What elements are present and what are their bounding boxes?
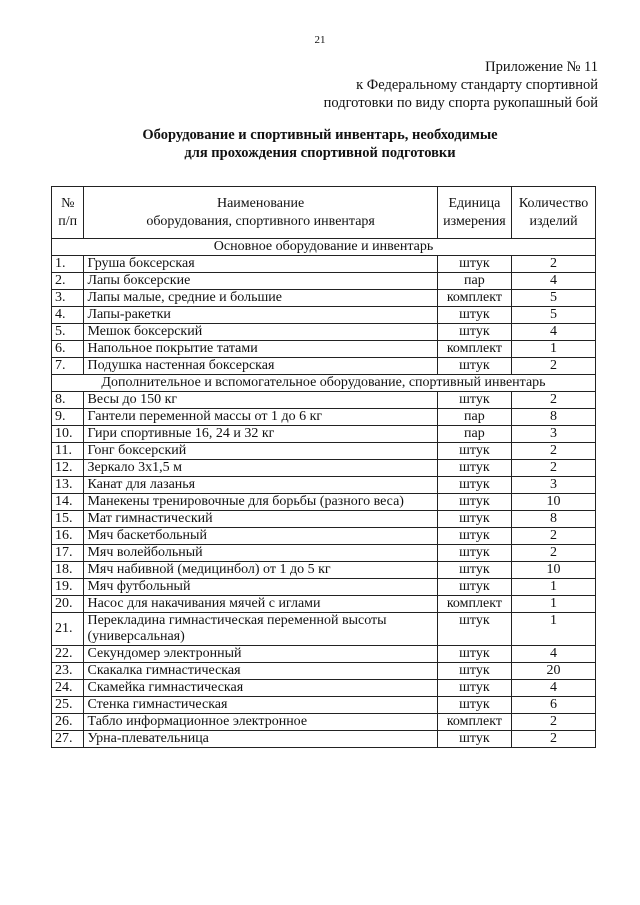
cell-unit: пар	[437, 409, 511, 426]
appendix-line-2: к Федеральному стандарту спортивной	[356, 77, 598, 93]
cell-qty: 2	[512, 358, 596, 375]
table-row	[52, 697, 596, 714]
cell-qty: 8	[512, 511, 596, 528]
cell-name: Гантели переменной массы от 1 до 6 кг	[84, 409, 437, 426]
cell-num: 8.	[52, 392, 84, 409]
cell-qty: 1	[512, 596, 596, 613]
table-row	[52, 680, 596, 697]
cell-unit: штук	[437, 460, 511, 477]
table-row	[52, 579, 596, 596]
cell-unit: штук	[437, 324, 511, 341]
section-row-main	[52, 239, 596, 256]
cell-num: 22.	[52, 646, 84, 663]
cell-name: Секундомер электронный	[84, 646, 437, 663]
cell-name: Гонг боксерский	[84, 443, 437, 460]
document-title	[0, 126, 640, 162]
table-row	[52, 290, 596, 307]
table-row	[52, 562, 596, 579]
cell-unit: штук	[437, 579, 511, 596]
cell-unit: штук	[437, 680, 511, 697]
cell-num: 18.	[52, 562, 84, 579]
appendix-line-1: Приложение № 11	[485, 59, 598, 75]
table-row	[52, 443, 596, 460]
header-unit-line-1: Единица	[448, 195, 501, 211]
table-row	[52, 528, 596, 545]
cell-qty: 4	[512, 646, 596, 663]
table-row	[52, 714, 596, 731]
appendix-header	[324, 58, 598, 112]
header-name-line-2: оборудования, спортивного инвентаря	[146, 213, 375, 229]
cell-qty: 4	[512, 273, 596, 290]
table-row	[52, 307, 596, 324]
cell-num: 12.	[52, 460, 84, 477]
cell-unit: штук	[437, 256, 511, 273]
cell-unit: пар	[437, 426, 511, 443]
cell-name: Манекены тренировочные для борьбы (разного веса)	[84, 494, 437, 511]
page-number: 21	[314, 34, 326, 46]
table-row	[52, 273, 596, 290]
cell-unit: штук	[437, 443, 511, 460]
cell-qty: 3	[512, 477, 596, 494]
table-row	[52, 545, 596, 562]
cell-qty: 8	[512, 409, 596, 426]
header-num	[52, 187, 84, 239]
cell-qty: 2	[512, 545, 596, 562]
cell-qty: 3	[512, 426, 596, 443]
cell-num: 10.	[52, 426, 84, 443]
cell-unit: штук	[437, 511, 511, 528]
cell-qty: 2	[512, 714, 596, 731]
cell-num: 6.	[52, 341, 84, 358]
cell-unit: штук	[437, 663, 511, 680]
cell-unit: штук	[437, 562, 511, 579]
cell-num: 13.	[52, 477, 84, 494]
cell-name: Лапы малые, средние и большие	[84, 290, 437, 307]
cell-unit: штук	[437, 646, 511, 663]
cell-qty: 1	[512, 579, 596, 596]
cell-num: 9.	[52, 409, 84, 426]
title-line-2: для прохождения спортивной подготовки	[184, 145, 456, 161]
cell-num: 27.	[52, 731, 84, 748]
title-line-1: Оборудование и спортивный инвентарь, необходимые	[142, 127, 498, 143]
cell-qty: 10	[512, 494, 596, 511]
header-num-line-2: п/п	[58, 213, 78, 229]
header-unit	[437, 187, 511, 239]
cell-name: Подушка настенная боксерская	[84, 358, 437, 375]
cell-qty: 6	[512, 697, 596, 714]
cell-unit: штук	[437, 494, 511, 511]
cell-name: Мяч футбольный	[84, 579, 437, 596]
cell-num: 24.	[52, 680, 84, 697]
header-qty	[512, 187, 596, 239]
cell-num: 14.	[52, 494, 84, 511]
cell-unit: штук	[437, 697, 511, 714]
cell-name: Урна-плевательница	[84, 731, 437, 748]
cell-name: Табло информационное электронное	[84, 714, 437, 731]
cell-name: Мяч набивной (медицинбол) от 1 до 5 кг	[84, 562, 437, 579]
table-row	[52, 477, 596, 494]
cell-num: 21.	[52, 613, 84, 646]
table-row	[52, 646, 596, 663]
cell-name: Лапы-ракетки	[84, 307, 437, 324]
table-row	[52, 731, 596, 748]
cell-name: Скамейка гимнастическая	[84, 680, 437, 697]
table-row	[52, 613, 596, 646]
appendix-line-3: подготовки по виду спорта рукопашный бой	[323, 95, 598, 111]
header-name	[84, 187, 437, 239]
cell-name: Мат гимнастический	[84, 511, 437, 528]
cell-num: 19.	[52, 579, 84, 596]
table-row	[52, 341, 596, 358]
cell-name: Мешок боксерский	[84, 324, 437, 341]
table-row	[52, 460, 596, 477]
cell-name: Перекладина гимнастическая переменной высоты (универсальная)	[84, 613, 437, 646]
cell-qty: 2	[512, 731, 596, 748]
equipment-table	[51, 186, 596, 748]
cell-unit: штук	[437, 528, 511, 545]
cell-qty: 2	[512, 443, 596, 460]
section-title-main: Основное оборудование и инвентарь	[52, 239, 596, 256]
cell-unit: комплект	[437, 290, 511, 307]
cell-qty: 5	[512, 290, 596, 307]
cell-num: 26.	[52, 714, 84, 731]
table-row	[52, 324, 596, 341]
table-row	[52, 494, 596, 511]
cell-qty: 5	[512, 307, 596, 324]
cell-num: 20.	[52, 596, 84, 613]
section-row-additional	[52, 375, 596, 392]
cell-unit: штук	[437, 731, 511, 748]
cell-qty: 1	[512, 613, 596, 646]
table-row	[52, 596, 596, 613]
cell-unit: штук	[437, 392, 511, 409]
cell-num: 2.	[52, 273, 84, 290]
cell-num: 15.	[52, 511, 84, 528]
cell-qty: 2	[512, 256, 596, 273]
cell-name: Скакалка гимнастическая	[84, 663, 437, 680]
table-row	[52, 426, 596, 443]
cell-num: 3.	[52, 290, 84, 307]
cell-name: Гири спортивные 16, 24 и 32 кг	[84, 426, 437, 443]
cell-qty: 20	[512, 663, 596, 680]
header-unit-line-2: измерения	[443, 213, 506, 229]
cell-name: Мяч баскетбольный	[84, 528, 437, 545]
cell-num: 25.	[52, 697, 84, 714]
cell-name: Стенка гимнастическая	[84, 697, 437, 714]
table-row	[52, 409, 596, 426]
cell-qty: 2	[512, 460, 596, 477]
cell-num: 16.	[52, 528, 84, 545]
table-row	[52, 663, 596, 680]
cell-qty: 2	[512, 528, 596, 545]
cell-num: 5.	[52, 324, 84, 341]
cell-name: Груша боксерская	[84, 256, 437, 273]
cell-unit: штук	[437, 358, 511, 375]
cell-name: Весы до 150 кг	[84, 392, 437, 409]
table-row	[52, 358, 596, 375]
cell-name: Зеркало 3х1,5 м	[84, 460, 437, 477]
cell-num: 4.	[52, 307, 84, 324]
cell-name: Мяч волейбольный	[84, 545, 437, 562]
cell-qty: 4	[512, 324, 596, 341]
cell-unit: комплект	[437, 341, 511, 358]
table-row	[52, 511, 596, 528]
cell-name: Напольное покрытие татами	[84, 341, 437, 358]
header-num-line-1: №	[61, 195, 75, 211]
table-row	[52, 256, 596, 273]
cell-unit: штук	[437, 477, 511, 494]
table-row	[52, 392, 596, 409]
cell-num: 7.	[52, 358, 84, 375]
cell-unit: штук	[437, 613, 511, 646]
header-qty-line-2: изделий	[529, 213, 578, 229]
cell-num: 23.	[52, 663, 84, 680]
header-name-line-1: Наименование	[216, 195, 305, 211]
cell-unit: пар	[437, 273, 511, 290]
header-qty-line-1: Количество	[518, 195, 589, 211]
cell-unit: штук	[437, 307, 511, 324]
cell-name: Канат для лазанья	[84, 477, 437, 494]
cell-num: 1.	[52, 256, 84, 273]
cell-qty: 2	[512, 392, 596, 409]
cell-num: 17.	[52, 545, 84, 562]
cell-num: 11.	[52, 443, 84, 460]
cell-qty: 1	[512, 341, 596, 358]
section-title-additional: Дополнительное и вспомогательное оборудование, спортивный инвентарь	[52, 375, 596, 392]
cell-unit: комплект	[437, 596, 511, 613]
cell-unit: штук	[437, 545, 511, 562]
cell-qty: 4	[512, 680, 596, 697]
cell-name: Насос для накачивания мячей с иглами	[84, 596, 437, 613]
cell-qty: 10	[512, 562, 596, 579]
table-header-row	[52, 187, 596, 239]
cell-unit: комплект	[437, 714, 511, 731]
cell-name: Лапы боксерские	[84, 273, 437, 290]
